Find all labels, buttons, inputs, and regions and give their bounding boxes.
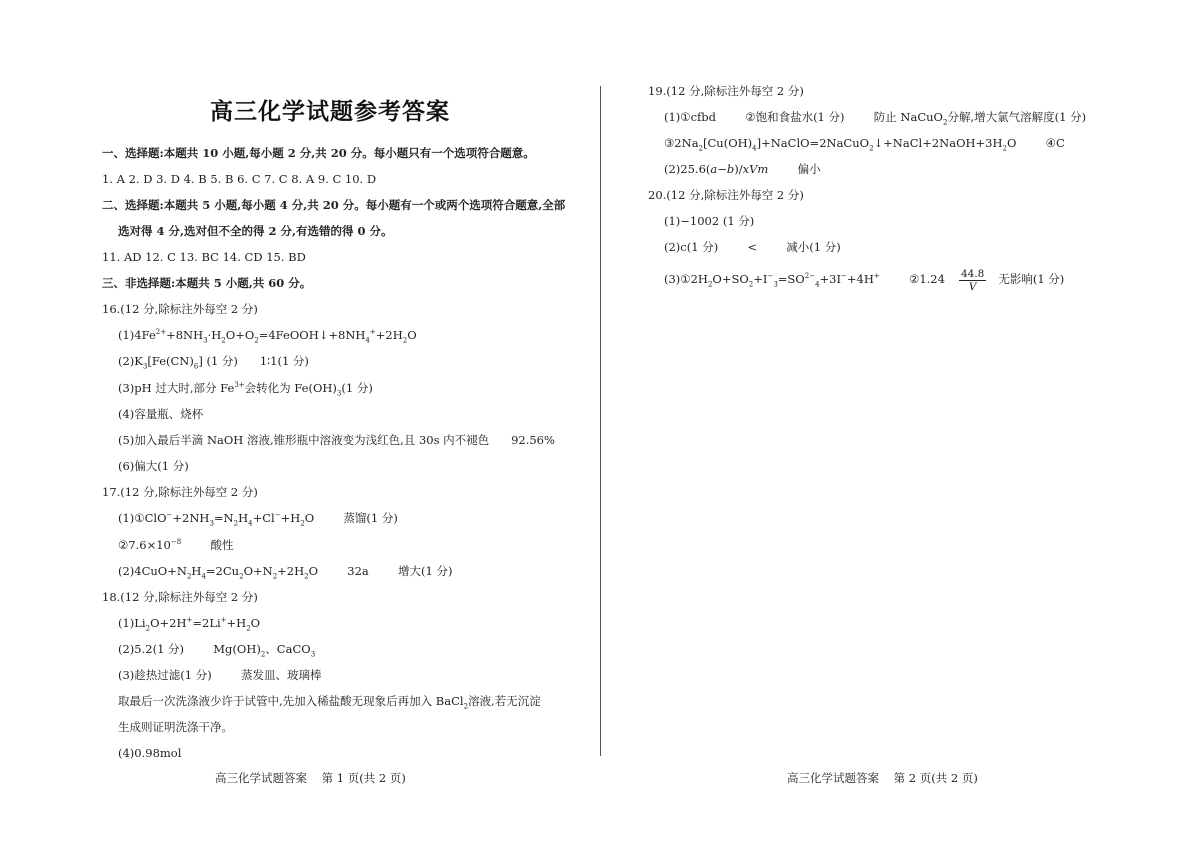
section-3-heading: 三、非选择题:本题共 5 小题,共 60 分。 bbox=[102, 276, 312, 290]
q17-answer-3: $(2)4CuO+N_2H_4=2Cu_2O+N_2+2H_2O$ 32a 增大(1 分) bbox=[118, 564, 453, 581]
q16-answer-2: $(2)K_3[Fe(CN)_6]$ (1 分) 1∶1(1 分) bbox=[118, 354, 309, 371]
q19-answer-3: (2)25.6(a−b)/xVm 偏小 bbox=[664, 162, 821, 176]
q20-answer-1: (1)−1002 (1 分) bbox=[664, 214, 755, 228]
section-2-answers: 11. AD 12. C 13. BC 14. CD 15. BD bbox=[102, 250, 306, 264]
section-2-heading-cont: 选对得 4 分,选对但不全的得 2 分,有选错的得 0 分。 bbox=[118, 224, 393, 238]
q18-answer-3c: 生成则证明洗涤干净。 bbox=[118, 720, 233, 734]
q18-heading: 18.(12 分,除标注外每空 2 分) bbox=[102, 590, 258, 604]
q19-answer-1: (1)①cfbd ②饱和食盐水(1 分) 防止 NaCuO$_2$分解,增大氯气溶解度(1 分) bbox=[664, 110, 1087, 127]
q19-answer-2: $③2Na_2[Cu(OH)_4]+NaClO=2NaCuO_2↓+NaCl+2NaOH+3H_2O$ ④C bbox=[664, 136, 1065, 153]
q20-answer-2: (2)c(1 分) < 减小(1 分) bbox=[664, 240, 841, 254]
q18-answer-3: (3)趁热过滤(1 分) 蒸发皿、玻璃棒 bbox=[118, 668, 322, 682]
page-1-footer: 高三化学试题答案 第 1 页(共 2 页) bbox=[215, 771, 406, 785]
section-2-heading: 二、选择题:本题共 5 小题,每小题 4 分,共 20 分。每小题有一个或两个选项符合题意,全部 bbox=[102, 198, 566, 212]
q16-answer-1: $(1)4Fe^{2+}+8NH_3\cdot H_2O+O_2=4FeOOH↓+8NH_4^++2H_2O$ bbox=[118, 328, 417, 345]
q17-heading: 17.(12 分,除标注外每空 2 分) bbox=[102, 485, 258, 499]
section-1-heading: 一、选择题:本题共 10 小题,每小题 2 分,共 20 分。每小题只有一个选项符合题意。 bbox=[102, 146, 535, 160]
q16-answer-4: (4)容量瓶、烧杯 bbox=[118, 407, 204, 421]
page-2-footer: 高三化学试题答案 第 2 页(共 2 页) bbox=[787, 771, 978, 785]
page-title: 高三化学试题参考答案 bbox=[210, 98, 450, 125]
q16-answer-5: (5)加入最后半滴 NaOH 溶液,锥形瓶中溶液变为浅红色,且 30s 内不褪色 92.56% bbox=[118, 433, 555, 447]
q16-answer-6: (6)偏大(1 分) bbox=[118, 459, 189, 473]
q16-heading: 16.(12 分,除标注外每空 2 分) bbox=[102, 302, 258, 316]
q19-heading: 19.(12 分,除标注外每空 2 分) bbox=[648, 84, 804, 98]
column-divider bbox=[600, 86, 601, 756]
fraction-44-8-over-v: $\frac{44.8}{V}$ bbox=[960, 267, 985, 293]
q20-answer-3: $(3)①2H_2O+SO_2+I^-_3=SO^{2-}_4+3I^-+4H^+$ ②1.24 $\frac{44.8}{V}$ 无影响(1 分) bbox=[664, 267, 1065, 293]
q18-answer-4: (4)0.98mol bbox=[118, 746, 182, 760]
q16-answer-3: (3)pH 过大时,部分 $Fe^{3+}$会转化为 $Fe(OH)_3(1$ 分) bbox=[118, 381, 373, 398]
q17-answer-1: $(1)①ClO^-+2NH_3=N_2H_4+Cl^-+H_2O$ 蒸馏(1 分) bbox=[118, 511, 398, 528]
q18-answer-3b: 取最后一次洗涤液少许于试管中,先加入稀盐酸无现象后再加入 BaCl$_2$溶液,若无沉淀 bbox=[118, 694, 541, 711]
q18-answer-2: (2)5.2(1 分) $Mg(OH)_2$、CaCO$_3$ bbox=[118, 642, 316, 659]
q17-answer-2: $②7.6\times 10^{-8}$ 酸性 bbox=[118, 538, 234, 552]
q18-answer-1: $(1)Li_2O+2H^+=2Li^++H_2O$ bbox=[118, 616, 261, 633]
section-1-answers: 1. A 2. D 3. D 4. B 5. B 6. C 7. C 8. A 9. C 10. D bbox=[102, 172, 377, 186]
q20-heading: 20.(12 分,除标注外每空 2 分) bbox=[648, 188, 804, 202]
